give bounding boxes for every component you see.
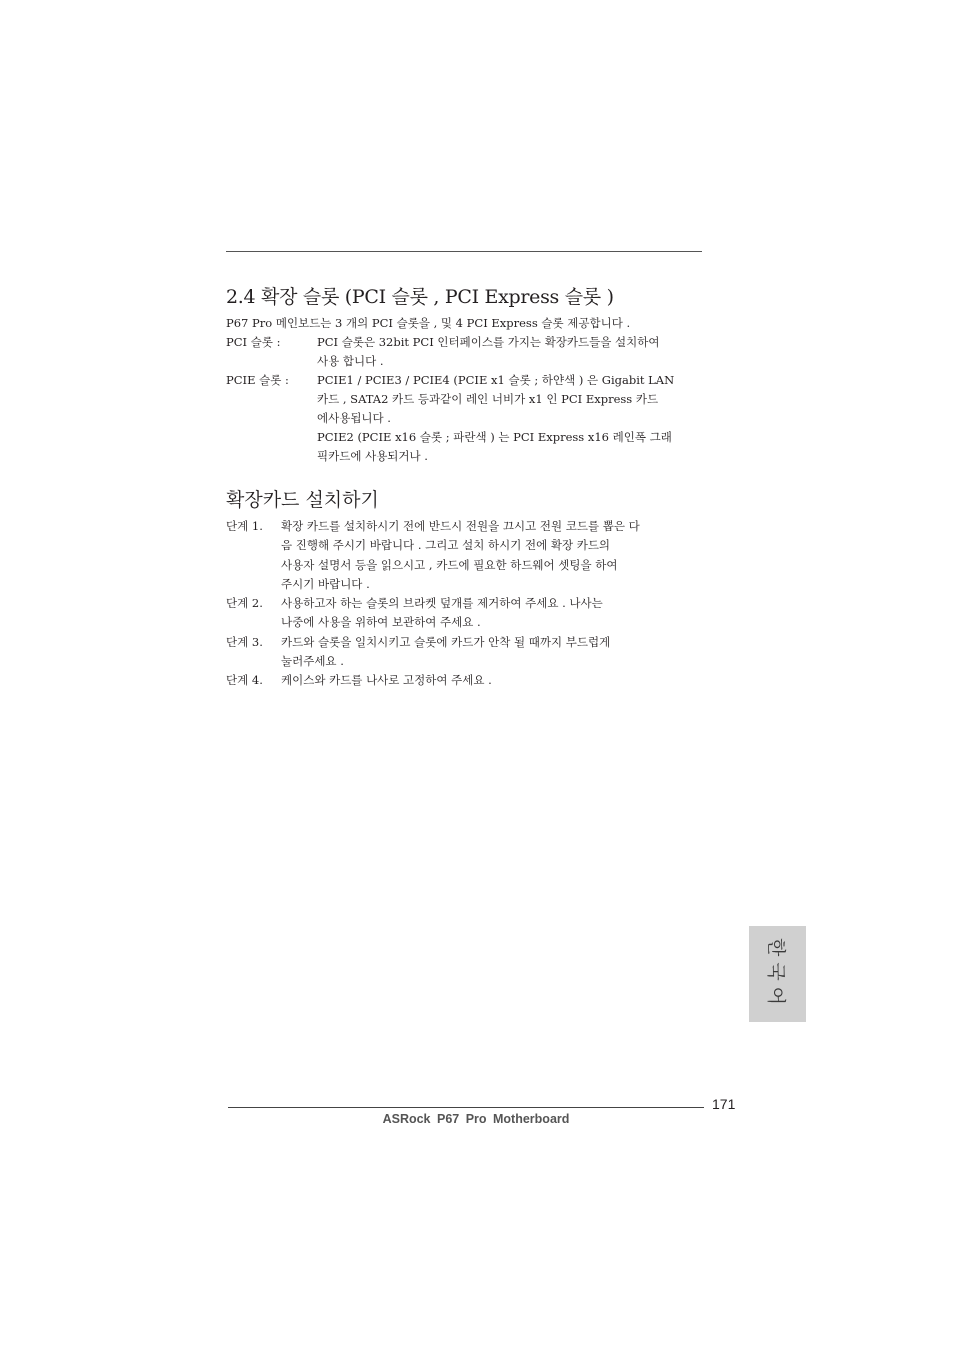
definition-term: PCIE 슬롯 : bbox=[226, 373, 289, 387]
step-text bbox=[281, 671, 492, 690]
description-line: PCIE2 (PCIE x16 슬롯 ; 파란색 ) 는 PCI Express x16 레인폭 그래 bbox=[317, 430, 672, 444]
description-line: 카드 , SATA2 카드 등과같이 레인 너비가 x1 인 PCI Express 카드 bbox=[317, 392, 659, 406]
section-title: 2.4 확장 슬롯 (PCI 슬롯 , PCI Express 슬롯 ) bbox=[226, 286, 614, 308]
section-intro: P67 Pro 메인보드는 3 개의 PCI 슬롯을 , 및 4 PCI Express 슬롯 제공합니다 . bbox=[226, 316, 631, 330]
install-step-1 bbox=[226, 517, 706, 594]
step-label: 단계 4. bbox=[226, 673, 263, 688]
description-line: 에사용됩니다 . bbox=[317, 411, 391, 425]
footer-text: ASRock P67 Pro Motherboard bbox=[382, 1112, 570, 1126]
install-title: 확장카드 설치하기 bbox=[226, 489, 379, 511]
step-line: 사용자 설명서 등을 읽으시고 , 카드에 필요한 하드웨어 셋팅을 하여 bbox=[281, 557, 618, 572]
description-line: PCIE1 / PCIE3 / PCIE4 (PCIE x1 슬롯 ; 하얀색 ) 은 Gigabit LAN bbox=[317, 373, 675, 387]
install-step-3 bbox=[226, 633, 706, 672]
step-label: 단계 1. bbox=[226, 519, 263, 533]
language-tab bbox=[749, 926, 806, 1022]
step-text bbox=[281, 633, 610, 672]
step-line: 음 진행해 주시기 바랍니다 . 그리고 설치 하시기 전에 확장 카드의 bbox=[281, 538, 611, 553]
step-text bbox=[281, 517, 640, 594]
step-line: 케이스와 카드를 나사로 고정하여 주세요 . bbox=[281, 673, 492, 688]
definition-term: PCI 슬롯 : bbox=[226, 335, 281, 349]
definition-pcie bbox=[226, 371, 706, 466]
definition-description bbox=[317, 371, 706, 466]
description-line: 사용 합니다 . bbox=[317, 354, 384, 368]
install-step-4 bbox=[226, 671, 706, 690]
language-tab-label: 한국어 bbox=[765, 937, 787, 1011]
step-line: 나중에 사용을 위하여 보관하여 주세요 . bbox=[281, 615, 481, 630]
description-line: 픽카드에 사용되거나 . bbox=[317, 449, 428, 463]
definition-description bbox=[317, 333, 706, 371]
page-content bbox=[226, 283, 706, 691]
step-line: 눌러주세요 . bbox=[281, 654, 344, 669]
description-line: PCI 슬롯은 32bit PCI 인터페이스를 가지는 확장카드들을 설치하여 bbox=[317, 335, 660, 349]
step-line: 주시기 바랍니다 . bbox=[281, 576, 370, 591]
install-step-2 bbox=[226, 594, 706, 633]
top-divider bbox=[226, 251, 702, 252]
bottom-divider bbox=[228, 1107, 704, 1108]
step-text bbox=[281, 594, 603, 633]
step-line: 카드와 슬롯을 일치시키고 슬롯에 카드가 안착 될 때까지 부드럽게 bbox=[281, 634, 611, 649]
step-line: 확장 카드를 설치하시기 전에 반드시 전원을 끄시고 전원 코드를 뽑은 다 bbox=[281, 519, 640, 533]
definition-pci bbox=[226, 333, 706, 371]
step-label: 단계 3. bbox=[226, 634, 263, 649]
step-label: 단계 2. bbox=[226, 596, 263, 611]
page-number: 171 bbox=[712, 1096, 736, 1112]
step-line: 사용하고자 하는 슬롯의 브라켓 덮개를 제거하여 주세요 . 나사는 bbox=[281, 596, 603, 611]
